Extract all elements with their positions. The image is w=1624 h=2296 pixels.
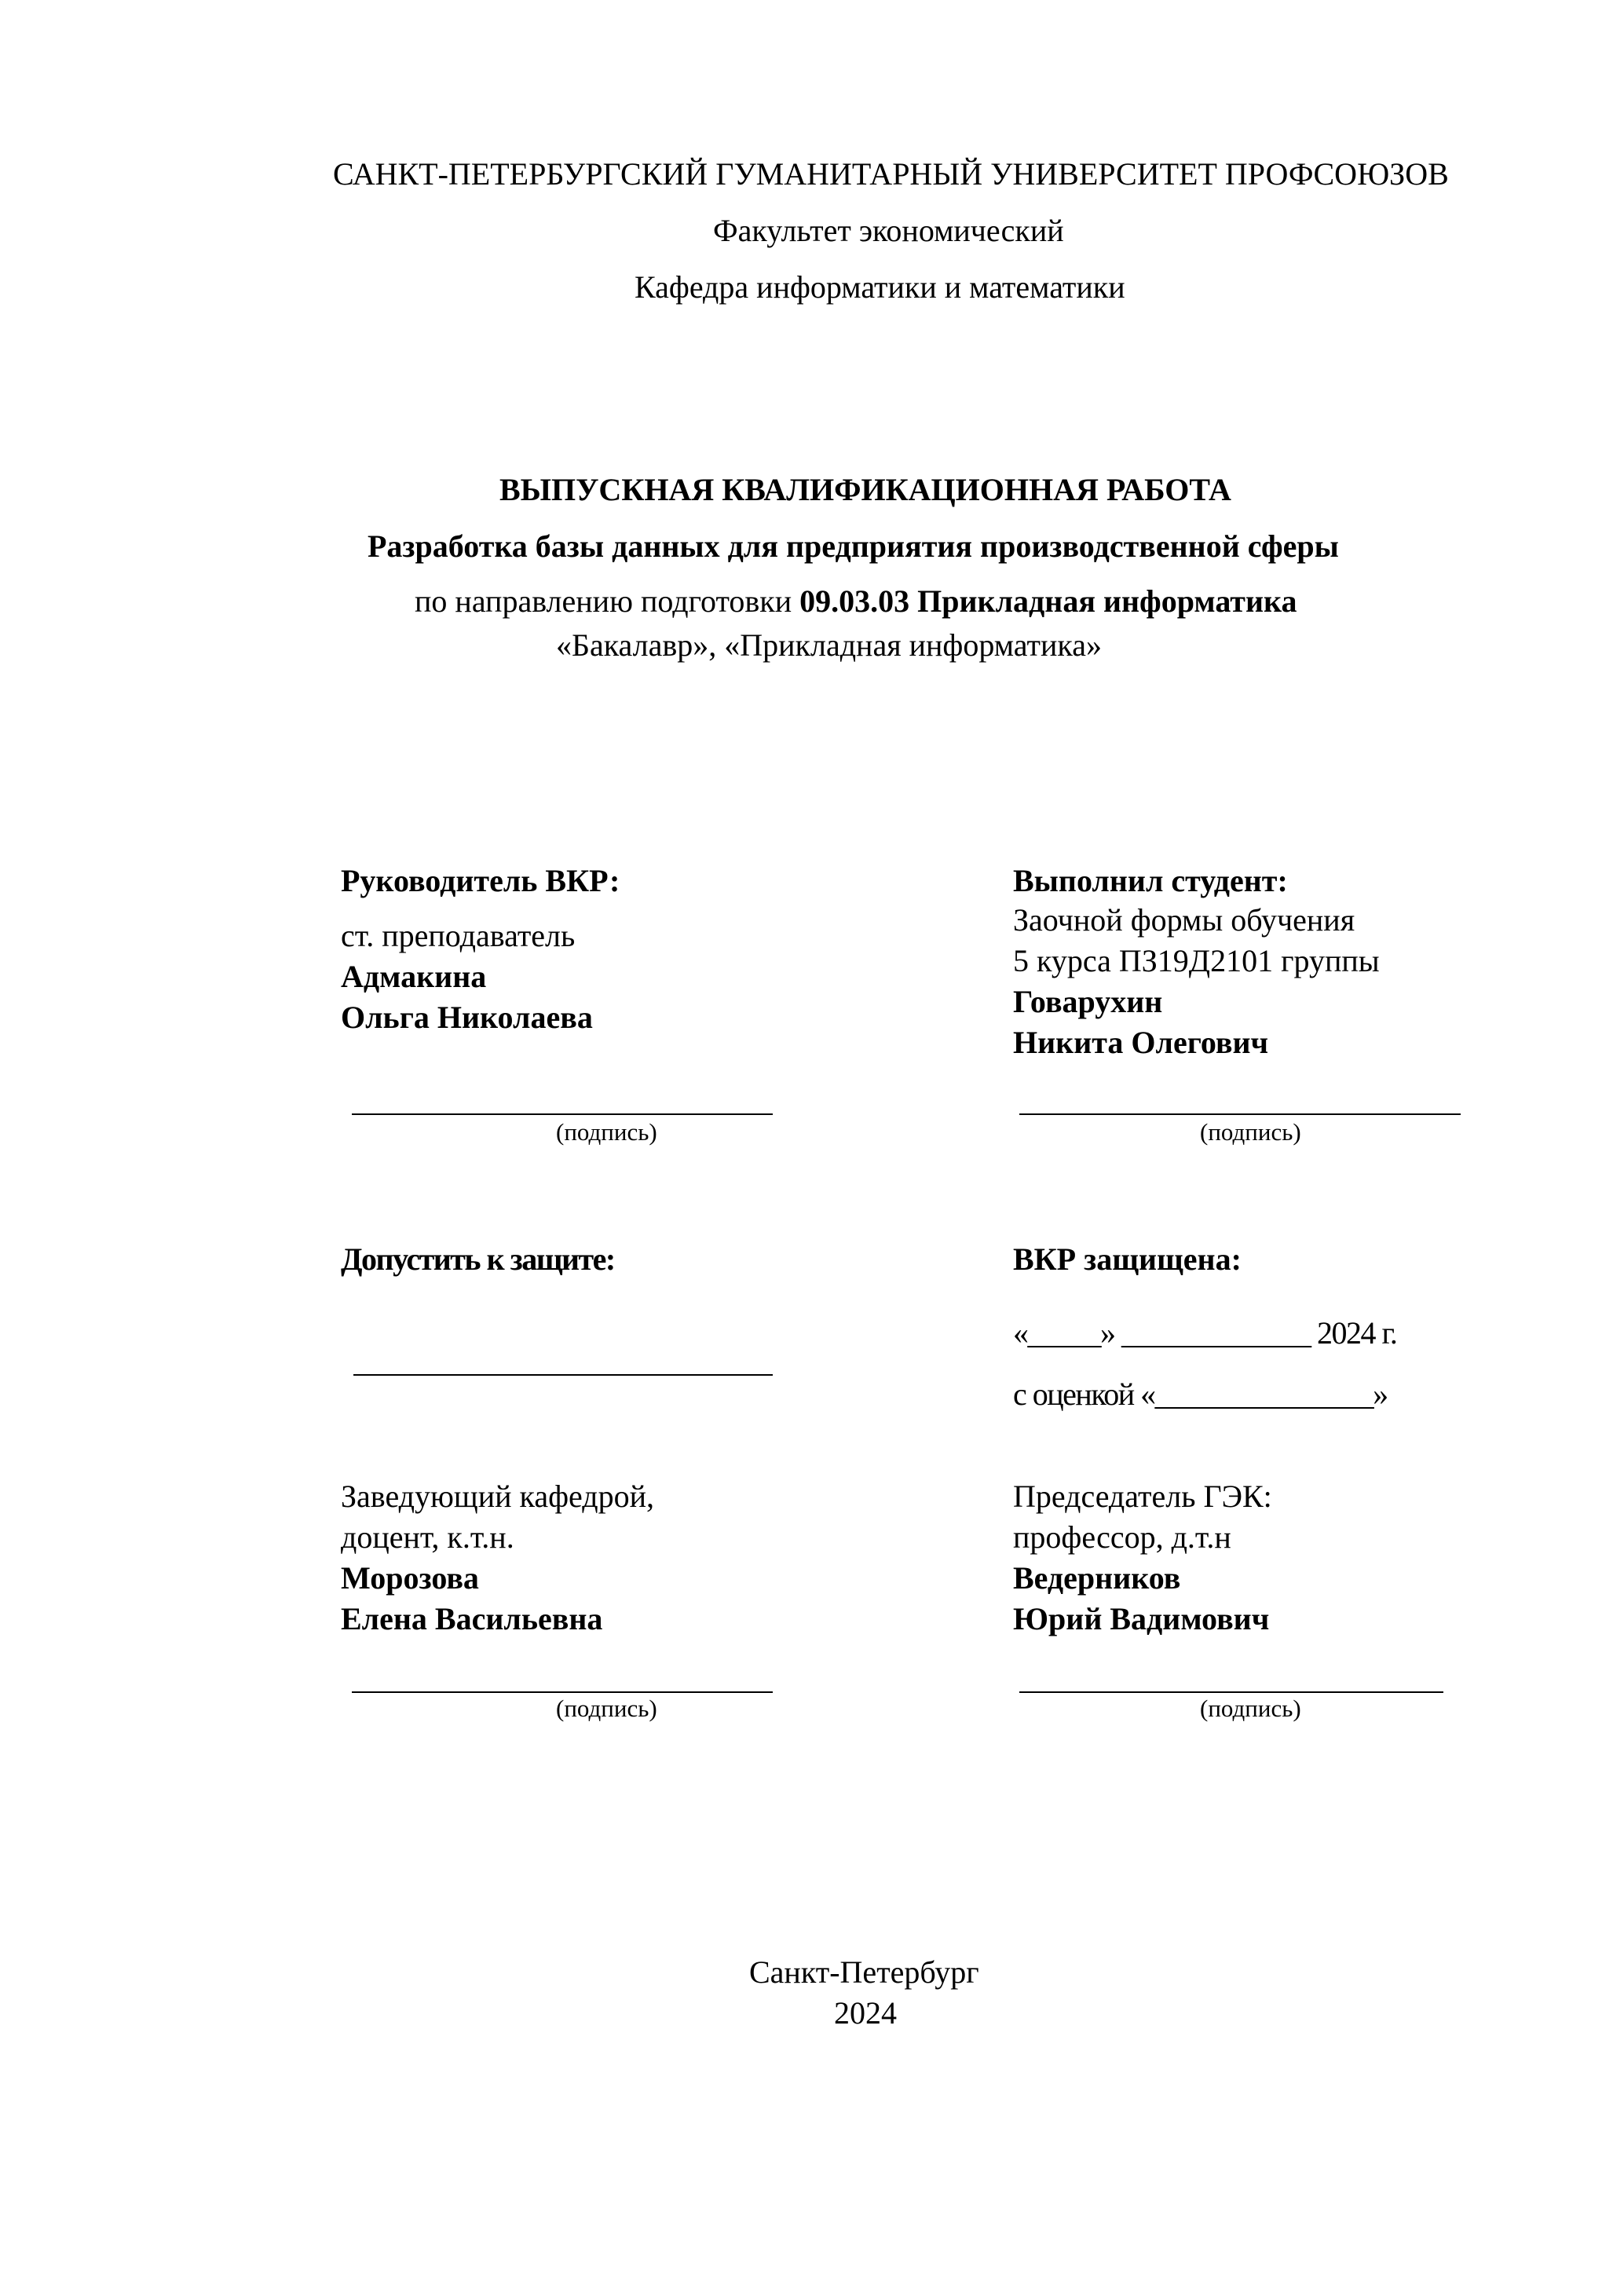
supervisor-heading: Руководитель ВКР: [341, 863, 620, 898]
student-surname: Говарухин [1013, 984, 1163, 1019]
head-name: Елена Васильевна [341, 1601, 603, 1636]
student-signature-caption: (подпись) [1200, 1118, 1301, 1146]
head-surname: Морозова [341, 1560, 479, 1596]
supervisor-surname: Адмакина [341, 959, 487, 994]
head-degree: доцент, к.т.н. [341, 1519, 514, 1555]
head-role: Заведующий кафедрой, [341, 1479, 655, 1514]
faculty-name: Факультет экономический [713, 213, 1064, 248]
footer-city: Санкт-Петербург [749, 1954, 979, 1990]
supervisor-signature-line [352, 1113, 773, 1115]
admission-signature-line [353, 1374, 773, 1376]
student-name: Никита Олегович [1013, 1025, 1269, 1060]
supervisor-name: Ольга Николаева [341, 1000, 593, 1035]
student-signature-line [1019, 1113, 1461, 1115]
chairman-name: Юрий Вадимович [1013, 1601, 1270, 1636]
direction-prefix: по направлению подготовки [415, 583, 800, 619]
supervisor-position: ст. преподаватель [341, 918, 576, 953]
head-signature-line [352, 1691, 773, 1693]
profile-line: «Бакалавр», «Прикладная информатика» [556, 627, 1102, 663]
chairman-degree: профессор, д.т.н [1013, 1519, 1231, 1555]
defense-grade-line: с оценкой «_______________» [1013, 1377, 1388, 1412]
direction-line [415, 583, 1297, 620]
chairman-surname: Ведерников [1013, 1560, 1181, 1596]
student-form: Заочной формы обучения [1013, 902, 1355, 938]
chairman-signature-caption: (подпись) [1200, 1695, 1301, 1722]
university-name: САНКТ-ПЕТЕРБУРГСКИЙ ГУМАНИТАРНЫЙ УНИВЕРСИТЕТ ПРОФСОЮЗОВ [333, 156, 1449, 192]
student-heading: Выполнил студент: [1013, 863, 1288, 898]
supervisor-signature-caption: (подпись) [556, 1118, 657, 1146]
work-type: ВЫПУСКНАЯ КВАЛИФИКАЦИОННАЯ РАБОТА [499, 472, 1231, 507]
chairman-signature-line [1019, 1691, 1443, 1693]
admission-heading: Допустить к защите: [341, 1241, 615, 1277]
student-group: 5 курса ПЗ19Д2101 группы [1013, 943, 1380, 978]
footer-year: 2024 [834, 1995, 897, 2031]
direction-code: 09.03.03 Прикладная информатика [799, 583, 1297, 619]
defense-date-line: «_____» _____________ 2024 г. [1013, 1315, 1397, 1351]
chairman-role: Председатель ГЭК: [1013, 1479, 1272, 1514]
defense-heading: ВКР защищена: [1013, 1241, 1242, 1277]
department-name: Кафедра информатики и математики [635, 269, 1125, 305]
head-signature-caption: (подпись) [556, 1695, 657, 1722]
work-topic: Разработка базы данных для предприятия производственной сферы [368, 528, 1339, 564]
